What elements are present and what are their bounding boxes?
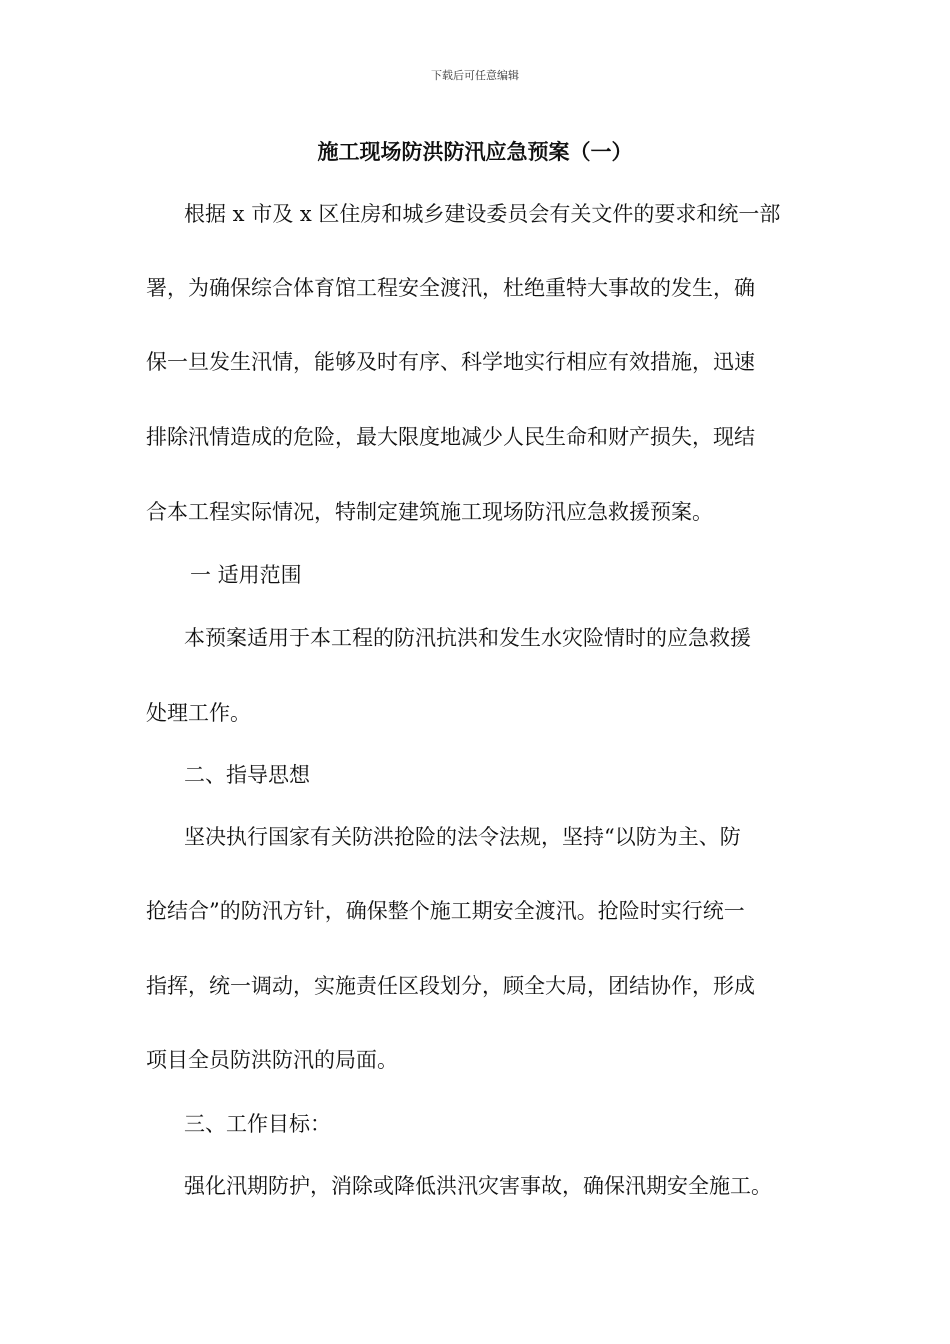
paragraph-line: 强化汛期防护，消除或降低洪汛灾害事故，确保汛期安全施工。 xyxy=(184,1174,772,1198)
header-note: 下载后可任意编辑 xyxy=(431,69,519,82)
paragraph-line: 排除汛情造成的危险，最大限度地减少人民生命和财产损失，现结 xyxy=(146,425,755,449)
paragraph-line: 坚决执行国家有关防洪抢险的法令法规，坚持“以防为主、防 xyxy=(184,825,741,849)
paragraph-line: 保一旦发生汛情，能够及时有序、科学地实行相应有效措施，迅速 xyxy=(146,350,755,374)
section-heading: 一 适用范围 xyxy=(190,563,302,587)
document-title: 施工现场防洪防汛应急预案（一） xyxy=(317,139,633,164)
paragraph-line: 署，为确保综合体育馆工程安全渡汛，杜绝重特大事故的发生，确 xyxy=(146,276,755,300)
section-heading: 三、工作目标： xyxy=(184,1112,331,1136)
paragraph-line: 合本工程实际情况，特制定建筑施工现场防汛应急救援预案。 xyxy=(146,500,713,524)
paragraph-line: 本预案适用于本工程的防汛抗洪和发生水灾险情时的应急救援 xyxy=(184,626,751,650)
section-heading: 二、指导思想 xyxy=(184,763,310,787)
paragraph-line: 根据 x 市及 x 区住房和城乡建设委员会有关文件的要求和统一部 xyxy=(184,202,781,226)
paragraph-line: 抢结合”的防汛方针，确保整个施工期安全渡汛。抢险时实行统一 xyxy=(146,899,745,923)
paragraph-line: 处理工作。 xyxy=(146,701,251,725)
paragraph-line: 指挥，统一调动，实施责任区段划分，顾全大局，团结协作，形成 xyxy=(146,974,755,998)
paragraph-line: 项目全员防洪防汛的局面。 xyxy=(146,1048,398,1072)
